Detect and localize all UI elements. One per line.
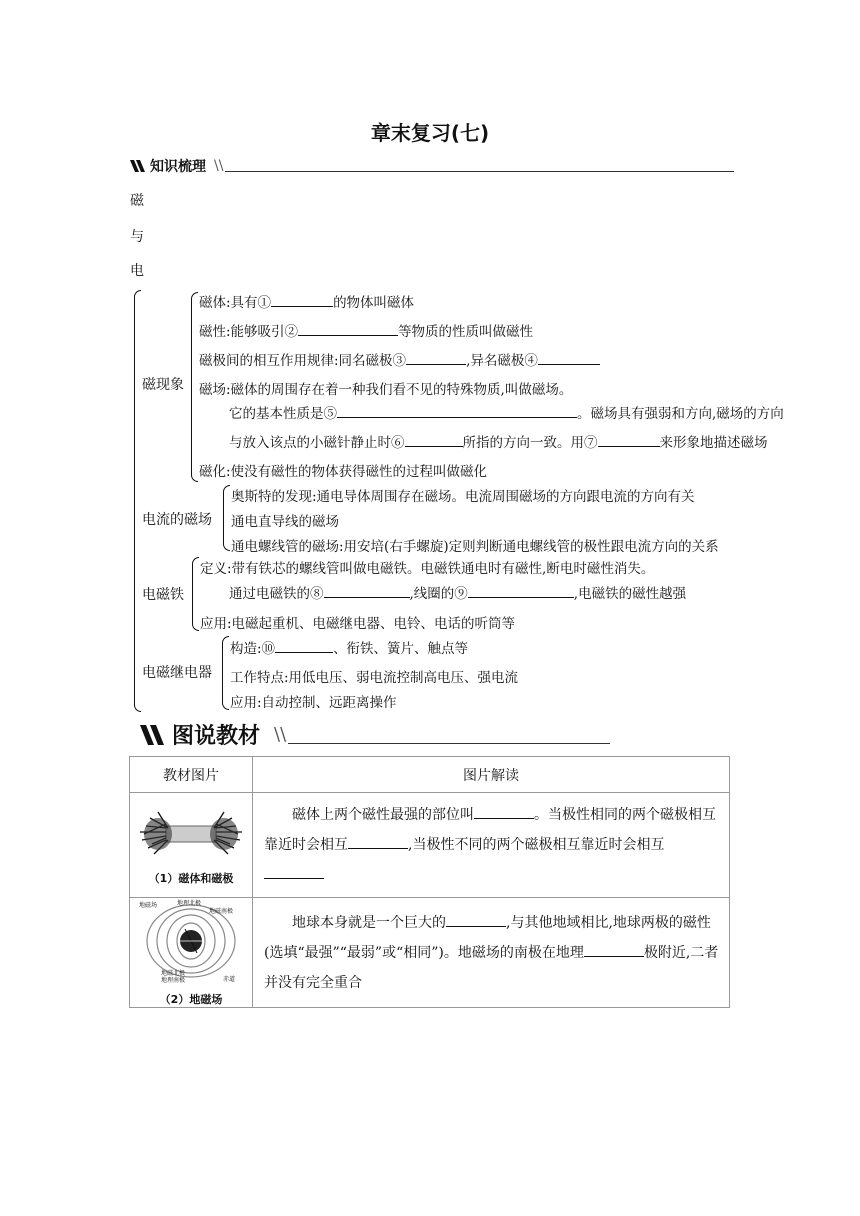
answer-blank[interactable] bbox=[446, 912, 506, 927]
line-oersted: 奥斯特的发现:通电导体周围存在磁场。电流周围磁场的方向跟电流的方向有关 bbox=[231, 489, 695, 505]
explanation-cell: 磁体上两个磁性最强的部位叫 。当极性相同的两个磁极相互靠近时会相互 ,当极性不同的两个磁极相互靠近时会相互 bbox=[253, 793, 730, 898]
explanation-cell: 地球本身就是一个巨大的 ,与其他地域相比,地球两极的磁性(选填“最强”“最弱”或“相同”)。地磁场的南极在地理 极附近,二者并没有完全重合 bbox=[253, 898, 730, 1008]
section-marker-icon bbox=[130, 159, 146, 173]
section-rule bbox=[225, 171, 734, 172]
section-title: 图说教材 bbox=[172, 724, 261, 749]
outer-brace bbox=[134, 290, 141, 712]
line-relay-application: 应用:自动控制、远距离操作 bbox=[230, 695, 397, 711]
line-straight-wire: 通电直导线的磁场 bbox=[231, 514, 339, 530]
blank-10[interactable] bbox=[275, 638, 333, 653]
line-em-strength: 通过电磁铁的⑧ ,线圈的⑨ ,电磁铁的磁性越强 bbox=[229, 582, 686, 602]
table-header-cell: 图片解读 bbox=[253, 757, 730, 793]
brace-phenomena bbox=[191, 292, 198, 482]
vertical-title-char: 电 bbox=[130, 263, 144, 279]
figure-label: 赤道 bbox=[223, 975, 236, 983]
table-row bbox=[130, 898, 730, 1008]
table-header-cell: 教材图片 bbox=[130, 757, 253, 793]
line-poles-rule: 磁极间的相互作用规律:同名磁极③ ,异名磁极④ bbox=[199, 349, 600, 369]
blank-1[interactable] bbox=[271, 292, 333, 307]
blank-9[interactable] bbox=[468, 583, 574, 598]
table-header-row bbox=[130, 757, 730, 793]
figure-label: 地理北极 bbox=[177, 899, 202, 907]
blank-6[interactable] bbox=[405, 432, 463, 447]
line-field: 磁场:磁体的周围存在着一种我们看不见的特殊物质,叫做磁场。 bbox=[199, 382, 573, 398]
section-slashes: \\ bbox=[274, 724, 287, 745]
blank-2[interactable] bbox=[298, 321, 398, 336]
answer-blank[interactable] bbox=[348, 834, 408, 849]
group-label-relay: 电磁继电器 bbox=[142, 665, 212, 681]
section-title: 知识梳理 bbox=[150, 159, 206, 175]
vertical-title-char: 磁 bbox=[130, 193, 144, 209]
line-magnet: 磁体:具有① 的物体叫磁体 bbox=[199, 291, 414, 311]
answer-blank[interactable] bbox=[584, 942, 644, 957]
blank-5[interactable] bbox=[337, 403, 577, 418]
table-row bbox=[130, 793, 730, 898]
section-header-knowledge bbox=[130, 156, 734, 176]
group-label-phenomena: 磁现象 bbox=[142, 377, 184, 393]
line-field-property: 它的基本性质是⑤ 。磁场具有强弱和方向,磁场的方向 bbox=[229, 402, 784, 422]
line-relay-structure: 构造:⑩ 、衔铁、簧片、触点等 bbox=[230, 637, 468, 657]
brace-current-field bbox=[223, 485, 230, 551]
group-label-electromagnet: 电磁铁 bbox=[142, 587, 184, 603]
earth-magnetic-field-figure bbox=[135, 899, 247, 987]
line-solenoid: 通电螺线管的磁场:用安培(右手螺旋)定则判断通电螺线管的极性跟电流方向的关系 bbox=[231, 539, 719, 555]
line-em-definition: 定义:带有铁芯的螺线管叫做电磁铁。电磁铁通电时有磁性,断电时磁性消失。 bbox=[200, 561, 655, 577]
textbook-figure-table bbox=[129, 756, 730, 1008]
figure-label: 地理南极 bbox=[161, 976, 186, 984]
section-header-textbook bbox=[140, 719, 610, 750]
figure-caption: （1）磁体和磁极 bbox=[148, 872, 234, 885]
line-magnetism: 磁性:能够吸引② 等物质的性质叫做磁性 bbox=[199, 320, 533, 340]
section-slashes: \\ bbox=[214, 158, 224, 174]
figure-caption: （2）地磁场 bbox=[159, 992, 223, 1006]
blank-4[interactable] bbox=[538, 350, 600, 365]
figure-label: 地磁北极 bbox=[161, 969, 186, 977]
page-title: 章末复习(七) bbox=[370, 121, 490, 145]
figure-cell bbox=[130, 793, 253, 898]
line-em-application: 应用:电磁起重机、电磁继电器、电铃、电话的听筒等 bbox=[200, 616, 516, 632]
figure-label: 地磁场 bbox=[139, 901, 158, 909]
line-relay-feature: 工作特点:用低电压、弱电流控制高电压、强电流 bbox=[230, 670, 519, 686]
line-magnetization: 磁化:使没有磁性的物体获得磁性的过程叫做磁化 bbox=[199, 464, 488, 480]
section-marker-icon bbox=[140, 724, 166, 746]
group-label-current-field: 电流的磁场 bbox=[142, 512, 212, 528]
vertical-title-char: 与 bbox=[130, 229, 144, 245]
figure-cell bbox=[130, 898, 253, 1008]
brace-relay bbox=[222, 636, 229, 710]
section-rule bbox=[288, 743, 610, 744]
line-field-direction: 与放入该点的小磁针静止时⑥ 所指的方向一致。用⑦ 来形象地描述磁场 bbox=[229, 431, 768, 451]
brace-electromagnet bbox=[192, 557, 199, 631]
answer-blank[interactable] bbox=[264, 864, 324, 879]
figure-label: 地磁南极 bbox=[209, 907, 234, 915]
blank-8[interactable] bbox=[324, 583, 410, 598]
answer-blank[interactable] bbox=[474, 804, 534, 819]
blank-3[interactable] bbox=[406, 350, 466, 365]
magnet-poles-figure bbox=[136, 804, 246, 866]
blank-7[interactable] bbox=[598, 432, 660, 447]
